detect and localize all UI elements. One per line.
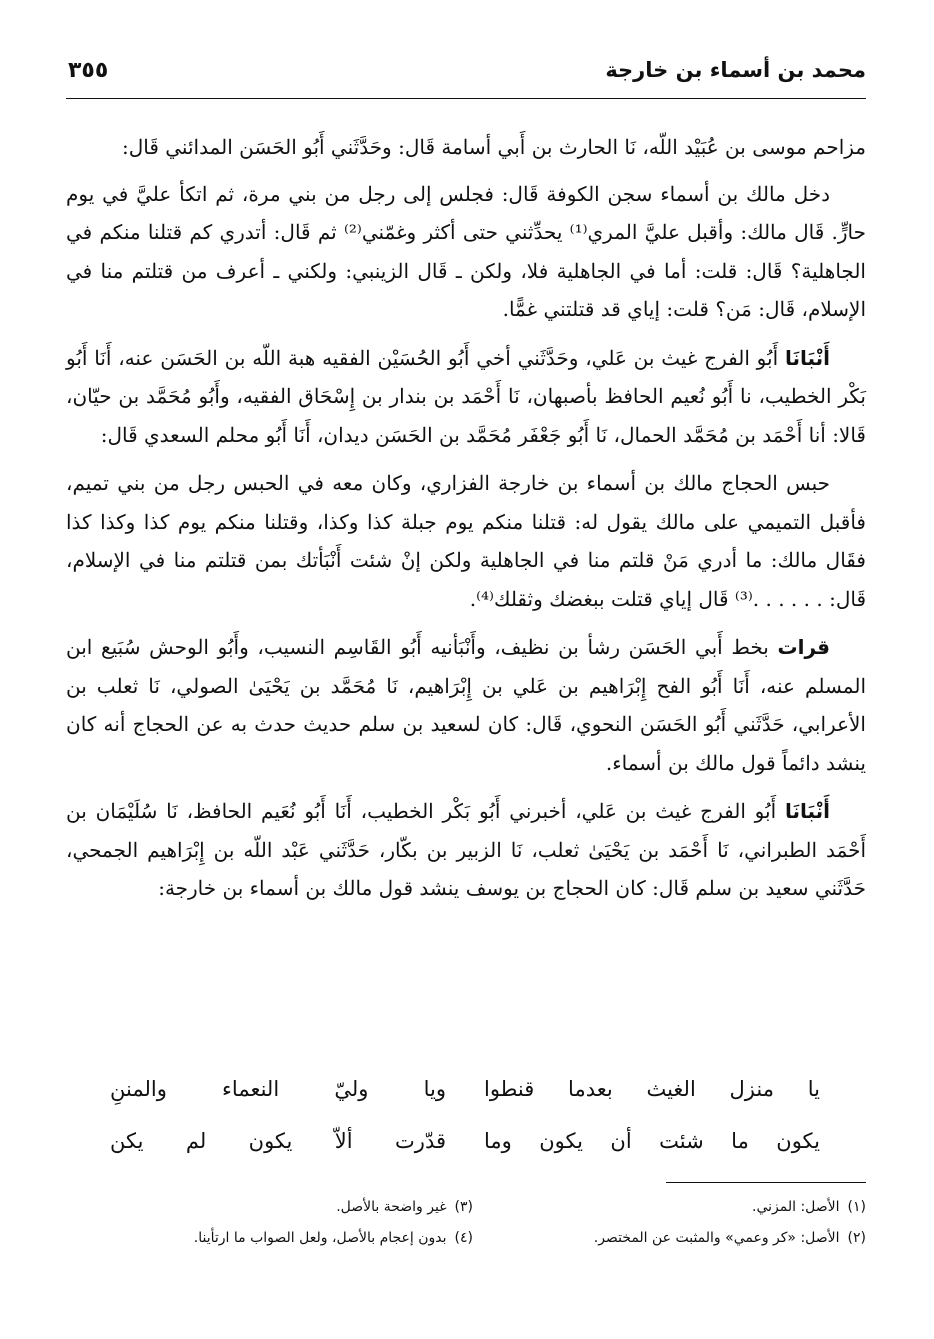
paragraph-3 bbox=[66, 339, 866, 455]
footnote-1-text: الأصل: المزني. bbox=[752, 1199, 840, 1215]
poem-verse-1 bbox=[110, 1063, 820, 1115]
verse-2-second-hemistich: قدّرت ألاّ يكون لم يكن bbox=[110, 1129, 446, 1153]
paragraph-6-text: أَبُو الفرج غيث بن عَلي، أخبرني أَبُو بَكْر الخطيب، أَنَا أَبُو نُعَيم الحافظ، نَا سُلَيْمَان بن أَحْمَد الطبراني، نَا أَحْمَد بن يَحْيَىٰ ثعلب، نَا الزبير بن بكّار، حَدَّثَني عَبْد اللّه بن إِبْرَاهيم الجمحي، حَدَّثَني سعيد بن سلم قَال: كان الحجاج بن يوسف ينشد قول مالك بن أسماء بن خارجة: bbox=[66, 799, 866, 900]
running-title: محمد بن أسماء بن خارجة bbox=[605, 58, 866, 82]
paragraph-5 bbox=[66, 628, 866, 782]
footnote-1-number: (١) bbox=[847, 1199, 866, 1215]
footnote-1 bbox=[473, 1192, 866, 1223]
verse-1-first-hemistich: يا منزل الغيث بعدما قنطوا bbox=[484, 1077, 820, 1101]
main-text bbox=[66, 128, 866, 908]
poem-verse-2 bbox=[110, 1115, 820, 1167]
footnote-2-number: (٢) bbox=[847, 1230, 866, 1246]
footnote-2-text: الأصل: «كر وعمي» والمثبت عن المختصر. bbox=[593, 1230, 840, 1246]
paragraph-4: حبس الحجاج مالك بن أسماء بن خارجة الفزاري، وكان معه في الحبس رجل من بني تميم، فأقبل التميمي على مالك يقول له: قتلنا منكم يوم جبلة كذا وكذا، وقتلنا منكم يوم كذا وكذا كذا فقَال مالك: ما أدري مَنْ قلتم منا في الجاهلية ولكن إنْ شئت أَنْبَأتك بمن قتلتم منا في الإسلام، قَال: . . . . . .⁽³⁾ قَال إياي قتلت ببغضك وثقلك⁽⁴⁾. bbox=[66, 471, 866, 611]
footnote-3 bbox=[80, 1192, 473, 1223]
paragraph-2: دخل مالك بن أسماء سجن الكوفة قَال: فجلس إلى رجل من بني مرة، ثم اتكأ عليَّ في يوم حارٍّ. قَال مالك: وأقبل عليَّ المري⁽¹⁾ يحدِّثني حتى أكثر وغمّني⁽²⁾ ثم قَال: أتدري كم قتلنا منكم في الجاهلية؟ قَال: قلت: أما في الجاهلية فلا، ولكن ـ قَال الزينبي: ولكني ـ أعرف من قتلتم منا في الإسلام، قَال: مَن؟ قلت: إياي قد قتلتني غمًّا. bbox=[66, 181, 866, 321]
footnote-4-text: بدون إعجام بالأصل، ولعل الصواب ما ارتأينا. bbox=[193, 1230, 447, 1246]
page-number: ٣٥٥ bbox=[68, 58, 109, 83]
paragraph-3-text: أَبُو الفرج غيث بن عَلي، وحَدَّثَني أخي أَبُو الحُسَيْن الفقيه هبة اللّه بن الحَسَن عنه، أَنَا أَبُو بَكْر الخطيب، نا أَبُو نُعيم الحافظ بأصبهان، نَا أَحْمَد بن بندار بن إِسْحَاق الفقيه، وأَبُو مُحَمَّد بن حيّان، قَالا: أنا أَحْمَد بن مُحَمَّد الحمال، نَا أَبُو جَعْفَر مُحَمَّد بن الحَسَن ديدان، أَنَا أَبُو محلم السعدي قَال: bbox=[66, 345, 866, 447]
paragraph-6-lead: أَنْبَانَا bbox=[784, 799, 830, 823]
verse-1-second-hemistich: ويا وليّ النعماء والمننِ bbox=[110, 1077, 446, 1101]
paragraph-5-text: بخط أَبي الحَسَن رشأ بن نظيف، وأَنْبَأنيه أَبُو القَاسِم النسيب، وأَبُو الوحش سُبَيع ابن المسلم عنه، أَنَا أَبُو الفح إِبْرَاهيم بن عَلي بن إِبْرَاهيم، نَا مُحَمَّد بن يَحْيَىٰ الصولي، نَا ثعلب بن الأعرابي، حَدَّثَني أَبُو الحَسَن النحوي، قَال: كان لسعيد بن سلم حديث حدث به عن الحجاج أنه كان ينشد دائماً قول مالك بن أسماء. bbox=[66, 635, 866, 775]
footnotes bbox=[80, 1192, 866, 1254]
footnote-2 bbox=[473, 1223, 866, 1254]
footnote-3-number: (٣) bbox=[454, 1199, 473, 1215]
verse-2-first-hemistich: يكون ما شئت أن يكون وما bbox=[484, 1129, 820, 1153]
paragraph-5-lead: قرات bbox=[777, 635, 830, 659]
paragraph-6 bbox=[66, 792, 866, 908]
footnote-separator bbox=[666, 1182, 866, 1183]
footnote-4-number: (٤) bbox=[454, 1230, 473, 1246]
footnote-4 bbox=[80, 1223, 473, 1254]
page-header bbox=[66, 52, 866, 99]
poem bbox=[110, 1063, 820, 1167]
footnote-3-text: غير واضحة بالأصل. bbox=[336, 1199, 447, 1215]
paragraph-1: مزاحم موسى بن عُبَيْد اللّه، نَا الحارث بن أَبي أسامة قَال: وحَدَّثَني أَبُو الحَسَن المدائني قَال: bbox=[121, 135, 866, 159]
paragraph-3-lead: أَنْبَانَا bbox=[784, 345, 830, 370]
